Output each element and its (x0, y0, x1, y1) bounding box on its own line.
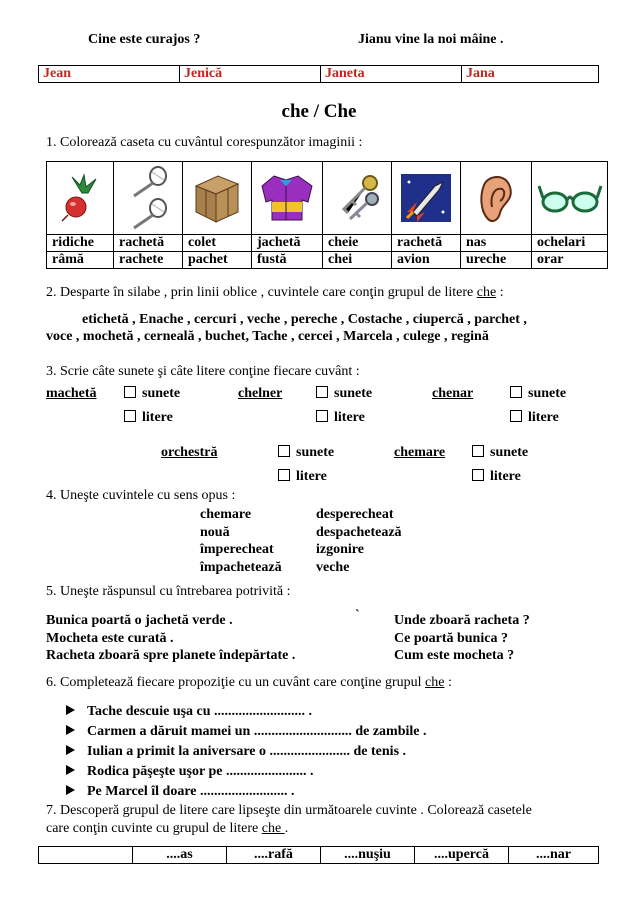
ex6-item-text: Iulian a primit la aniversare o ....................... de tenis . (87, 744, 407, 759)
sunete-checkbox[interactable] (316, 386, 372, 402)
sunete-checkbox[interactable] (472, 445, 528, 461)
word-cell[interactable]: colet (183, 235, 252, 252)
radish-icon[interactable] (47, 162, 114, 235)
jacket-icon[interactable] (252, 162, 323, 235)
ex5-question[interactable]: Unde zboară racheta ? (394, 613, 530, 628)
sunete-checkbox[interactable] (124, 386, 180, 402)
litere-checkbox[interactable] (510, 410, 559, 426)
keys-icon[interactable] (323, 162, 392, 235)
ex6-list (66, 702, 426, 802)
sunete-checkbox[interactable] (278, 445, 334, 461)
ex4-left-word[interactable]: chemare (200, 507, 252, 522)
ex6-instruction-text: 6. Completează fiecare propoziţie cu un cuvânt care conţine grupul (46, 675, 425, 690)
ex4-right-word[interactable]: veche (316, 559, 350, 575)
ex5-left-column (46, 612, 295, 665)
ex5-right-column (394, 612, 530, 665)
word-cell[interactable]: chei (323, 252, 392, 269)
ex4-right-word[interactable]: desperecheat (316, 507, 394, 522)
ex7-instruction-line1: 7. Descoperă grupul de litere care lipseşte din următoarele cuvinte . Colorează casetele (46, 803, 532, 818)
header-right-title: Jianu vine la noi mâine . (358, 32, 504, 47)
ex3-word: chemare (394, 445, 446, 460)
arrow-bullet-icon (66, 725, 75, 735)
sunete-label: sunete (334, 386, 373, 401)
word-cell[interactable]: cheie (323, 235, 392, 252)
name-cell[interactable]: Jenică (180, 66, 321, 83)
arrow-bullet-icon (66, 785, 75, 795)
ex5-question[interactable]: Ce poartă bunica ? (394, 630, 508, 646)
ex6-item[interactable] (66, 762, 426, 782)
ex5-statement[interactable]: Mocheta este curată . (46, 630, 174, 646)
ex7-instruction-line2 (46, 821, 288, 837)
name-cell[interactable]: Janeta (321, 66, 462, 83)
ex5-question[interactable]: Cum este mocheta ? (394, 648, 515, 663)
word-cell[interactable]: râmă (47, 252, 114, 269)
word-cell[interactable]: pachet (183, 252, 252, 269)
ex5-instruction: 5. Uneşte răspunsul cu întrebarea potrivită : (46, 584, 291, 599)
ex2-instruction-end: : (496, 285, 504, 300)
ex2-instruction-group: che (476, 285, 497, 300)
word-cell[interactable]: ochelari (532, 235, 608, 252)
ex6-instruction (46, 675, 452, 691)
main-title: che / Che (281, 101, 357, 122)
ex2-words-line2[interactable]: voce , mochetă , cerneală , buchet, Tache , cercei , Marcela , culege , regină (46, 329, 489, 344)
ex2-instruction (46, 285, 504, 301)
sunete-label: sunete (490, 445, 529, 460)
sunete-label: sunete (296, 445, 335, 460)
rackets-icon[interactable] (114, 162, 183, 235)
word-cell[interactable]: nas (461, 235, 532, 252)
litere-label: litere (490, 469, 521, 484)
ex3-word: machetă (46, 386, 97, 401)
ex4-right-word[interactable]: izgonire (316, 542, 364, 557)
ex2-words-line1[interactable]: etichetă , Enache , cercuri , veche , pereche , Costache , ciupercă , parchet , (82, 312, 527, 327)
ex6-item[interactable] (66, 702, 426, 722)
ex3-word: chelner (238, 386, 283, 401)
ear-icon[interactable] (461, 162, 532, 235)
missing-letters-cell[interactable] (39, 847, 133, 864)
header-left-title: Cine este curajos ? (88, 32, 201, 47)
ex4-left-word[interactable]: împerecheat (200, 542, 274, 557)
arrow-bullet-icon (66, 705, 75, 715)
arrow-bullet-icon (66, 765, 75, 775)
ex5-tick-mark: ` (355, 608, 360, 623)
ex7-instruction-text: care conţin cuvinte cu grupul de litere (46, 821, 262, 836)
ex6-item-text: Pe Marcel îl doare ......................... . (87, 784, 295, 799)
word-cell[interactable]: rachete (114, 252, 183, 269)
ex1-instruction: 1. Colorează caseta cu cuvântul corespunzător imaginii : (46, 135, 363, 150)
litere-label: litere (334, 410, 365, 425)
ex6-item-text: Tache descuie uşa cu .......................... . (87, 704, 313, 719)
word-cell[interactable]: orar (532, 252, 608, 269)
litere-checkbox[interactable] (124, 410, 173, 426)
word-cell[interactable]: ureche (461, 252, 532, 269)
ex7-instruction-group: che (261, 821, 285, 836)
litere-label: litere (296, 469, 327, 484)
ex6-item[interactable] (66, 782, 426, 802)
ex5-statement[interactable]: Bunica poartă o jachetă verde . (46, 613, 233, 628)
ex4-left-word[interactable]: nouă (200, 524, 230, 540)
ex4-instruction: 4. Uneşte cuvintele cu sens opus : (46, 488, 236, 503)
rocket-icon[interactable] (392, 162, 461, 235)
names-table (38, 65, 599, 83)
ex3-word: chenar (432, 386, 474, 401)
missing-letters-cell[interactable]: ....nar (509, 847, 599, 864)
missing-letters-cell[interactable]: ....nuşiu (321, 847, 415, 864)
word-cell[interactable]: rachetă (392, 235, 461, 252)
ex6-item-text: Rodica păşeşte uşor pe ....................... . (87, 764, 314, 779)
ex4-right-word[interactable]: despachetează (316, 524, 402, 540)
ex2-instruction-text: 2. Desparte în silabe , prin linii oblice , cuvintele care conţin grupul de litere (46, 285, 477, 300)
litere-checkbox[interactable] (278, 469, 327, 485)
word-cell[interactable]: jachetă (252, 235, 323, 252)
image-word-table (46, 161, 608, 269)
litere-checkbox[interactable] (472, 469, 521, 485)
ex6-instruction-end: : (444, 675, 452, 690)
litere-checkbox[interactable] (316, 410, 365, 426)
ex7-instruction-end: . (284, 821, 289, 836)
sunete-label: sunete (142, 386, 181, 401)
ex4-right-column (316, 506, 402, 576)
missing-letters-cell[interactable]: ....as (133, 847, 227, 864)
sunete-label: sunete (528, 386, 567, 401)
word-cell[interactable]: ridiche (47, 235, 114, 252)
ex3-word: orchestră (161, 445, 218, 460)
ex6-item-text: Carmen a dăruit mamei un ............................ de zambile . (87, 724, 427, 739)
ex6-item[interactable] (66, 722, 426, 742)
sunete-checkbox[interactable] (510, 386, 566, 402)
missing-letters-cell[interactable]: ....upercă (415, 847, 509, 864)
ex4-left-column (200, 506, 282, 576)
name-cell[interactable]: Jana (462, 66, 599, 83)
ex4-left-word[interactable]: împachetează (200, 559, 282, 575)
word-cell[interactable]: avion (392, 252, 461, 269)
missing-letters-table (38, 846, 599, 864)
ex5-statement[interactable]: Racheta zboară spre planete îndepărtate . (46, 648, 296, 663)
arrow-bullet-icon (66, 745, 75, 755)
ex3-instruction: 3. Scrie câte sunete şi câte litere conţine fiecare cuvânt : (46, 364, 360, 379)
word-cell[interactable]: rachetă (114, 235, 183, 252)
name-cell[interactable]: Jean (39, 66, 180, 83)
package-icon[interactable] (183, 162, 252, 235)
glasses-icon[interactable] (532, 162, 608, 235)
ex6-item[interactable] (66, 742, 426, 762)
ex6-instruction-group: che (425, 675, 445, 690)
litere-label: litere (528, 410, 559, 425)
litere-label: litere (142, 410, 173, 425)
missing-letters-cell[interactable]: ....rafă (227, 847, 321, 864)
word-cell[interactable]: fustă (252, 252, 323, 269)
